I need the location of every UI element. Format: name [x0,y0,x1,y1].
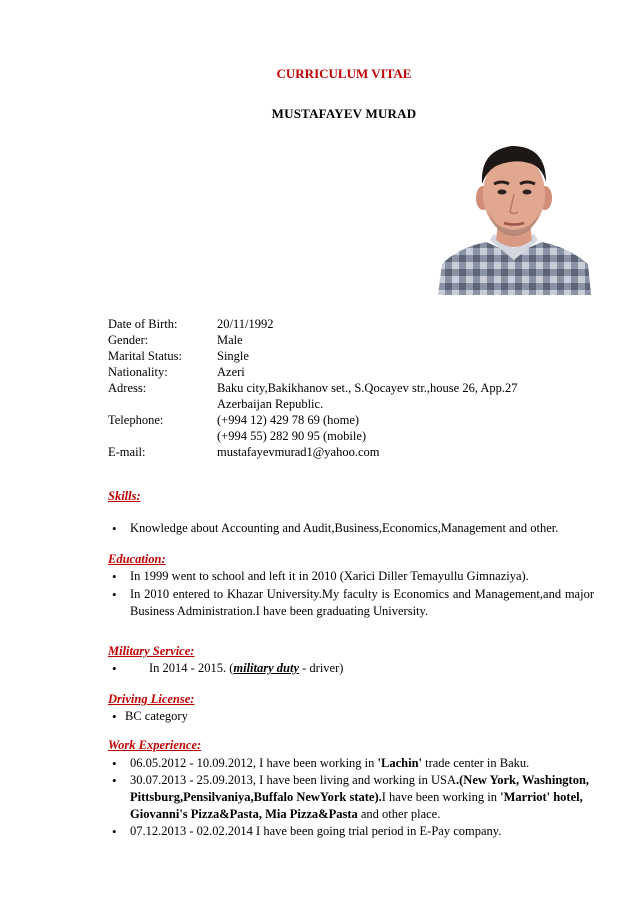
work-item2-text: 30.07.2013 - 25.09.2013, I have been living and working in USA [130,773,457,787]
info-value: Azeri [217,365,245,379]
info-row [108,332,588,348]
info-row [108,396,588,412]
document-title: CURRICULUM VITAE [276,66,412,81]
education-list [108,568,594,620]
info-row [108,348,588,364]
military-heading: Military Service: [108,644,195,658]
work-item1-bold: 'Lachin' [377,756,422,770]
personal-info-table [108,316,588,460]
info-row [108,444,588,460]
work-item2-bold: .(New York, Washington, Pittsburg,Pensilvaniya,Buffalo NewYork state). [130,773,590,804]
list-item: • In 1999 went to school and left it in 2010 (Xarici Diller Temayullu Gimnaziya). [108,568,594,585]
work-item1-after: trade center in Baku. [422,756,530,770]
military-list [108,660,594,677]
list-item: • BC category [108,708,594,725]
education-heading: Education: [108,552,166,566]
info-row [108,412,588,428]
person-name: MUSTAFAYEV MURAD [271,106,417,121]
info-value: mustafayevmurad1@yahoo.com [217,445,380,459]
work-list [108,755,594,840]
work-item2-mid: I have been working in [381,790,501,804]
info-label: Marital Status: [108,349,182,363]
info-label: E-mail: [108,445,146,459]
military-text-before: In 2014 - 2015. ( [149,661,234,675]
list-item: • In 2010 entered to Khazar University.My faculty is Economics and Management,and major Business Administration.I have been graduating University. [108,586,594,620]
info-row [108,364,588,380]
info-label: Gender: [108,333,149,347]
info-value: (+994 55) 282 90 95 (mobile) [217,429,367,443]
work-item1-text: 06.05.2012 - 10.09.2012, I have been working in [130,756,378,770]
info-label [108,396,217,412]
work-item2-after: and other place. [357,807,441,821]
list-item: • 07.12.2013 - 02.02.2014 I have been going trial period in E-Pay company. [108,823,594,840]
work-heading: Work Experience: [108,738,202,752]
info-row [108,428,588,444]
list-item: • Knowledge about Accounting and Audit,Business,Economics,Management and other. [108,520,594,537]
info-value: 20/11/1992 [217,317,274,331]
info-value: Azerbaijan Republic. [217,397,324,411]
info-value: Baku city,Bakikhanov set., S.Qocayev str.,house 26, App.27 [217,381,518,395]
info-value: (+994 12) 429 78 69 (home) [217,413,360,427]
info-label: Nationality: [108,365,168,379]
profile-photo [438,136,591,295]
driving-list [108,708,594,725]
skills-heading: Skills: [108,489,141,503]
info-value: Male [217,333,243,347]
info-label [108,428,217,444]
info-label: Adress: [108,381,147,395]
work-item2-bold2: 'Marriot' hotel, Giovanni's Pizza&Pasta, Mia Pizza&Pasta [130,790,583,821]
info-label: Date of Birth: [108,317,178,331]
list-item [108,755,594,772]
info-row [108,316,588,332]
list-item [108,772,594,823]
info-row [108,380,588,396]
skills-list [108,520,594,537]
portrait-image [438,136,591,295]
military-duty-text: military duty [233,661,299,675]
driving-heading: Driving License: [108,692,195,706]
info-value: Single [217,349,249,363]
military-text-after: - driver) [299,661,344,675]
list-item [108,660,594,677]
info-label: Telephone: [108,413,164,427]
